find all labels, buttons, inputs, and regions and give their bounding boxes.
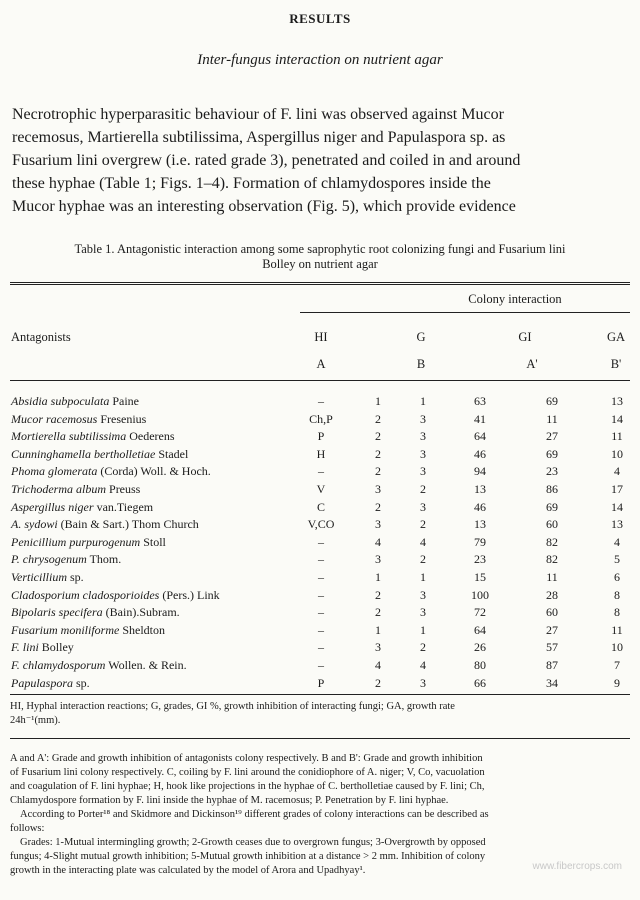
species-author: (Bain & Sart.) Thom Church xyxy=(60,517,199,532)
cell-grade-b: 3 xyxy=(420,675,426,690)
cell-grade-b: 1 xyxy=(420,569,426,584)
species-author: Preuss xyxy=(109,481,141,496)
cell-gi-b-prime: 27 xyxy=(546,622,558,637)
table-row xyxy=(0,411,640,429)
cell-hi: – xyxy=(318,622,324,637)
antagonist-name xyxy=(11,675,90,692)
cell-ga: 8 xyxy=(614,605,620,620)
cell-hi: – xyxy=(318,464,324,479)
cell-gi-b-prime: 11 xyxy=(546,569,558,584)
antagonist-name xyxy=(11,587,220,604)
cell-hi: V,CO xyxy=(307,517,335,532)
table-row xyxy=(0,639,640,657)
species-name: Bipolaris specifera xyxy=(11,605,103,620)
cell-grade-a: 2 xyxy=(375,464,381,479)
cell-gi-b-prime: 28 xyxy=(546,587,558,602)
cell-gi-a-prime: 15 xyxy=(474,569,486,584)
table-body xyxy=(0,393,640,692)
cell-gi-a-prime: 94 xyxy=(474,464,486,479)
antagonist-name xyxy=(11,499,153,516)
cell-hi: – xyxy=(318,569,324,584)
cell-hi: H xyxy=(316,446,326,461)
antagonist-name xyxy=(11,551,121,568)
cell-gi-a-prime: 100 xyxy=(471,587,489,602)
antagonist-name xyxy=(11,446,188,463)
species-name: F. lini xyxy=(11,640,39,655)
cell-grade-a: 4 xyxy=(375,657,381,672)
cell-grade-b: 2 xyxy=(420,640,426,655)
table-row xyxy=(0,463,640,481)
cell-gi-b-prime: 87 xyxy=(546,657,558,672)
notes-line: According to Porter¹⁸ and Skidmore and Dickinson¹⁹ different grades of colony interactions can be described as xyxy=(20,809,489,820)
species-name: Penicillium purpurogenum xyxy=(11,534,141,549)
cell-hi: Ch,P xyxy=(309,411,333,426)
cell-hi: – xyxy=(318,587,324,602)
antagonist-name xyxy=(11,534,166,551)
notes-line: Grades: 1-Mutual intermingling growth; 2-Growth ceases due to overgrown fungus; 3-Overgrowth by opposed xyxy=(20,837,486,848)
cell-hi: – xyxy=(318,552,324,567)
notes-line: and coagulation of F. lini hyphae; H, hook like projections in the hyphae of C. bertholletiae caused by F. lini; Ch, xyxy=(10,781,485,792)
cell-hi: P xyxy=(317,675,325,690)
subsection-heading: Inter-fungus interaction on nutrient agar xyxy=(197,52,443,68)
col-header-antagonists: Antagonists xyxy=(11,330,71,344)
antagonist-name xyxy=(11,411,146,428)
cell-grade-b: 3 xyxy=(420,411,426,426)
antagonist-name xyxy=(11,569,84,586)
cell-hi: – xyxy=(318,640,324,655)
cell-gi-a-prime: 72 xyxy=(474,605,486,620)
results-paragraph xyxy=(12,103,630,218)
antagonist-name xyxy=(11,516,199,533)
species-name: Fusarium moniliforme xyxy=(11,622,120,637)
table-caption-line: Table 1. Antagonistic interaction among some saprophytic root colonizing fungi and Fusarium lini xyxy=(74,242,566,256)
antagonist-name xyxy=(11,481,140,498)
cell-grade-a: 3 xyxy=(375,640,381,655)
cell-gi-a-prime: 66 xyxy=(474,675,486,690)
footnote-line: 24h⁻¹(mm). xyxy=(10,715,61,726)
species-author: Fresenius xyxy=(100,411,147,426)
cell-grade-b: 2 xyxy=(420,517,426,532)
cell-gi-a-prime: 13 xyxy=(474,481,486,496)
table-top-rule-double xyxy=(10,284,630,285)
notes-line: fungus; 4-Slight mutual growth inhibition; 5-Mutual growth inhibition at a distance > 2 mm. Inhibition of colony xyxy=(10,851,486,862)
cell-ga: 14 xyxy=(611,499,623,514)
table-row xyxy=(0,551,640,569)
cell-grade-b: 2 xyxy=(420,481,426,496)
antagonist-name xyxy=(11,657,187,674)
table-row xyxy=(0,534,640,552)
cell-gi-a-prime: 13 xyxy=(474,517,486,532)
cell-grade-a: 3 xyxy=(375,481,381,496)
cell-grade-b: 3 xyxy=(420,464,426,479)
cell-grade-b: 3 xyxy=(420,587,426,602)
species-author: Wollen. & Rein. xyxy=(108,657,187,672)
cell-gi-a-prime: 23 xyxy=(474,552,486,567)
cell-gi-b-prime: 82 xyxy=(546,552,558,567)
notes-line: Chlamydospore formation by F. lini inside the hyphae of M. racemosus; P. Penetration by F. lini hyphae. xyxy=(10,795,449,806)
cell-gi-a-prime: 63 xyxy=(474,394,486,408)
paragraph-line: Mucor hyphae was an interesting observation (Fig. 5), which provide evidence xyxy=(12,198,516,215)
table-caption-line: Bolley on nutrient agar xyxy=(262,257,378,271)
cell-ga: 8 xyxy=(614,587,620,602)
species-author: Oederens xyxy=(129,429,175,444)
cell-gi-b-prime: 69 xyxy=(546,446,558,461)
cell-grade-a: 2 xyxy=(375,446,381,461)
species-name: Phoma glomerata xyxy=(11,464,98,479)
species-name: Cladosporium cladosporioides xyxy=(11,587,160,602)
cell-hi: C xyxy=(316,499,325,514)
species-name: Absidia subpoculata xyxy=(11,394,110,408)
table-footnote xyxy=(10,700,630,728)
species-name: Trichoderma album xyxy=(11,481,107,496)
species-author: Stadel xyxy=(158,446,189,461)
footnote-line: HI, Hyphal interaction reactions; G, grades, GI %, growth inhibition of interacting fungi; GA, growth rate xyxy=(10,701,455,712)
table-bottom-rule xyxy=(10,694,630,695)
table-row xyxy=(0,569,640,587)
notes-line: follows: xyxy=(10,823,45,834)
species-name: Mucor racemosus xyxy=(11,411,98,426)
cell-gi-a-prime: 64 xyxy=(474,429,486,444)
paragraph-line: these hyphae (Table 1; Figs. 1–4). Formation of chlamydospores inside the xyxy=(12,175,491,192)
paragraph-line: recemosus, Martierella subtilissima, Aspergillus niger and Papulaspora sp. as xyxy=(12,129,506,146)
cell-grade-b: 3 xyxy=(420,605,426,620)
cell-grade-b: 4 xyxy=(420,657,426,672)
species-name: A. sydowi xyxy=(11,517,58,532)
cell-gi-a-prime: 41 xyxy=(474,411,486,426)
cell-grade-b: 1 xyxy=(420,622,426,637)
cell-ga: 17 xyxy=(611,481,623,496)
table-row xyxy=(0,393,640,411)
cell-grade-a: 1 xyxy=(375,394,381,408)
table-row xyxy=(0,657,640,675)
species-name: Mortierella subtilissima xyxy=(11,429,127,444)
species-author: sp. xyxy=(76,675,90,690)
cell-ga: 4 xyxy=(614,534,620,549)
cell-hi: – xyxy=(318,605,324,620)
species-author: (Corda) Woll. & Hoch. xyxy=(100,464,211,479)
cell-gi-b-prime: 86 xyxy=(546,481,558,496)
cell-hi: V xyxy=(316,481,326,496)
paragraph-line: Necrotrophic hyperparasitic behaviour of F. lini was observed against Mucor xyxy=(12,106,504,123)
cell-ga: 10 xyxy=(611,640,623,655)
cell-grade-a: 2 xyxy=(375,499,381,514)
cell-ga: 6 xyxy=(614,569,620,584)
table-row xyxy=(0,446,640,464)
cell-grade-a: 4 xyxy=(375,534,381,549)
cell-grade-a: 2 xyxy=(375,411,381,426)
cell-grade-a: 2 xyxy=(375,605,381,620)
cell-hi: P xyxy=(317,429,325,444)
species-author: (Pers.) Link xyxy=(162,587,220,602)
table-top-rule xyxy=(10,282,630,283)
col-header-ga: GA xyxy=(606,330,626,344)
cell-gi-b-prime: 57 xyxy=(546,640,558,655)
cell-ga: 5 xyxy=(614,552,620,567)
antagonist-name xyxy=(11,639,74,656)
cell-hi: – xyxy=(318,534,324,549)
cell-ga: 4 xyxy=(614,464,620,479)
cell-gi-b-prime: 69 xyxy=(546,499,558,514)
species-name: Cunninghamella bertholletiae xyxy=(11,446,156,461)
cell-ga: 14 xyxy=(611,411,623,426)
notes-line: of Fusarium lini colony respectively. C, coiling by F. lini around the conidiophore of A. niger; V, Co, vacuolation xyxy=(10,767,485,778)
table-header-rule xyxy=(10,380,630,381)
cell-gi-a-prime: 64 xyxy=(474,622,486,637)
table-notes xyxy=(10,752,630,878)
species-author: Stoll xyxy=(143,534,166,549)
cell-gi-b-prime: 69 xyxy=(546,394,558,408)
cell-grade-a: 2 xyxy=(375,675,381,690)
cell-ga: 9 xyxy=(614,675,620,690)
table-row xyxy=(0,481,640,499)
table-row xyxy=(0,675,640,693)
cell-grade-a: 3 xyxy=(375,552,381,567)
cell-gi-a-prime: 79 xyxy=(474,534,486,549)
notes-separator-rule xyxy=(10,738,630,739)
cell-gi-b-prime: 60 xyxy=(546,517,558,532)
cell-gi-b-prime: 27 xyxy=(546,429,558,444)
cell-grade-a: 1 xyxy=(375,569,381,584)
species-name: F. chlamydosporum xyxy=(11,657,106,672)
antagonist-name xyxy=(11,463,211,480)
cell-grade-b: 3 xyxy=(420,499,426,514)
subheader-b: B xyxy=(416,357,426,371)
table-row xyxy=(0,622,640,640)
cell-ga: 11 xyxy=(611,622,623,637)
cell-hi: – xyxy=(318,394,324,408)
cell-gi-a-prime: 80 xyxy=(474,657,486,672)
group-header: Colony interaction xyxy=(468,292,562,306)
notes-line: growth in the interacting plate was calculated by the model of Arora and Upadhyay¹. xyxy=(10,865,366,876)
antagonist-name xyxy=(11,393,139,410)
cell-gi-b-prime: 60 xyxy=(546,605,558,620)
table-row xyxy=(0,516,640,534)
subheader-a: A xyxy=(316,357,326,371)
table-row xyxy=(0,428,640,446)
cell-gi-a-prime: 46 xyxy=(474,446,486,461)
notes-line: A and A': Grade and growth inhibition of antagonists colony respectively. B and B': Grade and growth inhibition xyxy=(10,753,483,764)
cell-ga: 13 xyxy=(611,394,623,408)
section-heading: RESULTS xyxy=(289,11,351,26)
table-row xyxy=(0,499,640,517)
cell-grade-a: 2 xyxy=(375,429,381,444)
cell-gi-a-prime: 26 xyxy=(474,640,486,655)
species-author: Bolley xyxy=(41,640,74,655)
antagonist-name xyxy=(11,622,165,639)
cell-ga: 10 xyxy=(611,446,623,461)
subheader-a-prime: A' xyxy=(526,357,538,371)
cell-grade-a: 1 xyxy=(375,622,381,637)
cell-grade-b: 4 xyxy=(420,534,426,549)
group-header-rule xyxy=(300,312,630,313)
cell-gi-a-prime: 46 xyxy=(474,499,486,514)
cell-gi-b-prime: 23 xyxy=(546,464,558,479)
cell-hi: – xyxy=(318,657,324,672)
cell-ga: 7 xyxy=(614,657,620,672)
cell-gi-b-prime: 82 xyxy=(546,534,558,549)
species-name: Papulaspora xyxy=(11,675,74,690)
table-row xyxy=(0,604,640,622)
species-author: sp. xyxy=(70,569,84,584)
species-name: Aspergillus niger xyxy=(11,499,94,514)
species-name: Verticillium xyxy=(11,569,67,584)
antagonist-name xyxy=(11,604,180,621)
cell-grade-b: 3 xyxy=(420,429,426,444)
cell-grade-a: 2 xyxy=(375,587,381,602)
cell-grade-b: 3 xyxy=(420,446,426,461)
paragraph-line: Fusarium lini overgrew (i.e. rated grade 3), penetrated and coiled in and around xyxy=(12,152,521,169)
antagonist-name xyxy=(11,428,175,445)
cell-gi-b-prime: 34 xyxy=(546,675,558,690)
cell-ga: 11 xyxy=(611,429,623,444)
col-header-g: G xyxy=(416,330,426,344)
cell-grade-a: 3 xyxy=(375,517,381,532)
species-author: Thom. xyxy=(89,552,122,567)
cell-ga: 13 xyxy=(611,517,623,532)
species-author: (Bain).Subram. xyxy=(105,605,180,620)
subheader-b-prime: B' xyxy=(610,357,622,371)
species-author: Paine xyxy=(112,394,140,408)
cell-gi-b-prime: 11 xyxy=(546,411,558,426)
cell-grade-b: 2 xyxy=(420,552,426,567)
cell-grade-b: 1 xyxy=(420,394,426,408)
watermark-text: www.fibercrops.com xyxy=(532,861,622,872)
species-author: van.Tiegem xyxy=(96,499,154,514)
col-header-hi: HI xyxy=(314,330,328,344)
table-row xyxy=(0,587,640,605)
species-author: Sheldton xyxy=(122,622,166,637)
species-name: P. chrysogenum xyxy=(11,552,87,567)
col-header-gi: GI xyxy=(518,330,532,344)
table-caption xyxy=(10,242,630,272)
